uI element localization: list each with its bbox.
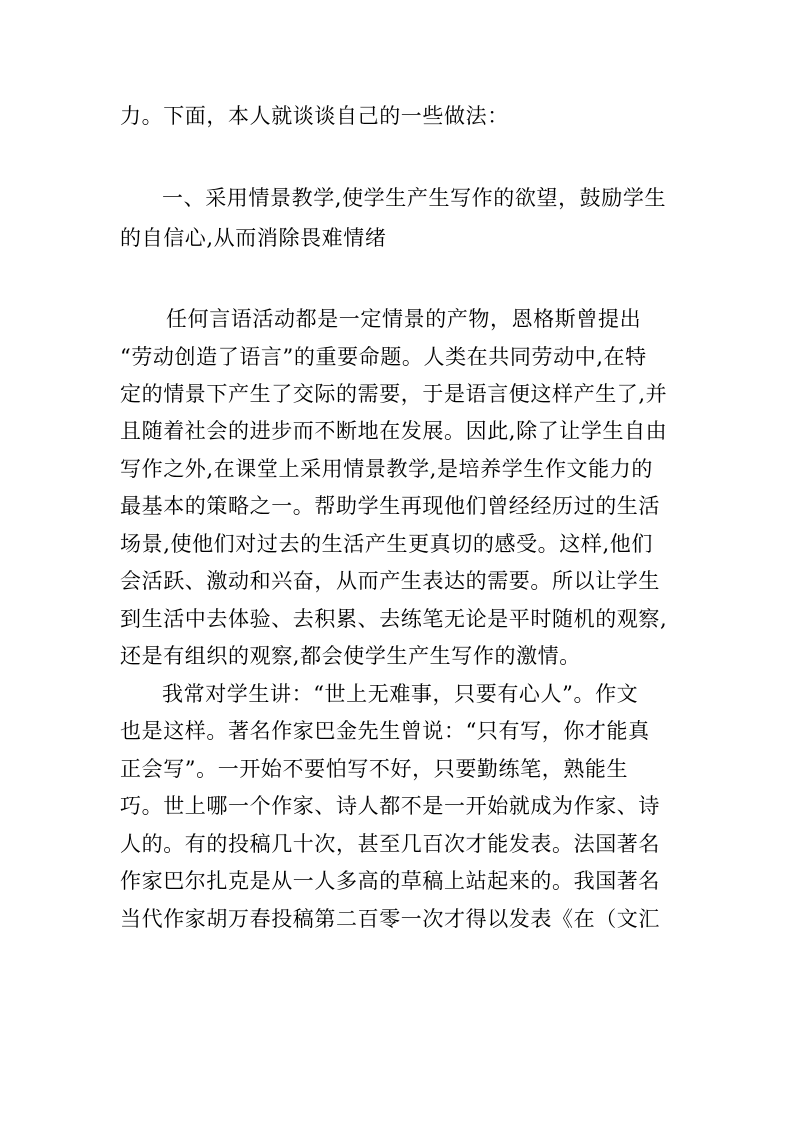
paragraph-line: 到生活中去体验、去积累、去练笔无论是平时随机的观察, — [120, 607, 668, 631]
paragraph-line: 作家巴尔扎克是从一人多高的草稿上站起来的。我国著名 — [120, 869, 660, 893]
section-heading-line-2: 的自信心,从而消除畏难情绪 — [120, 226, 387, 250]
paragraph-line: 任何言语活动都是一定情景的产物，恩格斯曾提出 — [166, 307, 642, 331]
paragraph-line: 正会写”。一开始不要怕写不好，只要勤练笔，熟能生 — [120, 757, 629, 781]
paragraph-line: 场景,使他们对过去的生活产生更真切的感受。这样,他们 — [120, 532, 653, 556]
paragraph-line: 会活跃、激动和兴奋，从而产生表达的需要。所以让学生 — [120, 569, 660, 593]
paragraph-line: 写作之外,在课堂上采用情景教学,是培养学生作文能力的 — [120, 457, 653, 481]
section-heading-line-1: 一、采用情景教学,使学生产生写作的欲望，鼓励学生 — [162, 186, 667, 210]
paragraph-line: 我常对学生讲：“世上无难事，只要有心人”。作文 — [162, 682, 639, 706]
paragraph-line: 且随着社会的进步而不断地在发展。因此,除了让学生自由 — [120, 419, 668, 443]
paragraph-line: 巧。世上哪一个作家、诗人都不是一开始就成为作家、诗 — [120, 794, 660, 818]
paragraph-line: 最基本的策略之一。帮助学生再现他们曾经经历过的生活 — [120, 494, 660, 518]
paragraph-line: 也是这样。著名作家巴金先生曾说：“只有写，你才能真 — [120, 719, 650, 743]
paragraph-line: 人的。有的投稿几十次，甚至几百次才能发表。法国著名 — [120, 832, 660, 856]
paragraph-intro-end: 力。下面，本人就谈谈自己的一些做法： — [120, 104, 509, 128]
paragraph-line: “劳动创造了语言”的重要命题。人类在共同劳动中,在特 — [120, 345, 647, 369]
paragraph-line: 还是有组织的观察,都会使学生产生写作的激情。 — [120, 644, 581, 668]
paragraph-line: 定的情景下产生了交际的需要，于是语言便这样产生了,并 — [120, 382, 668, 406]
paragraph-line: 当代作家胡万春投稿第二百零一次才得以发表《在（文汇 — [120, 907, 660, 931]
